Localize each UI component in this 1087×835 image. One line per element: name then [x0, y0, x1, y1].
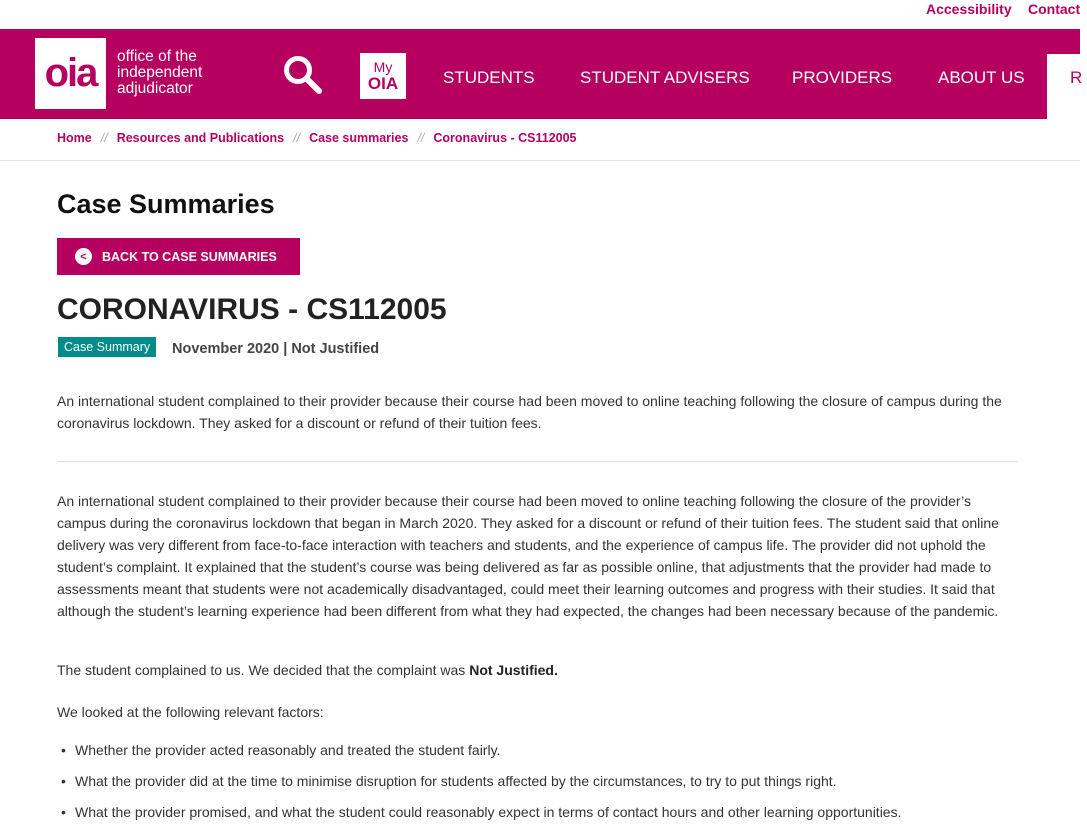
nav-student-advisers[interactable]: STUDENT ADVISERS	[580, 68, 750, 87]
accessibility-link[interactable]: Accessibility	[926, 1, 1012, 17]
oia-logo[interactable]	[35, 38, 106, 109]
nav-students[interactable]: STUDENTS	[443, 68, 535, 87]
list-item: • What the provider did at the time to minimise disruption for students affected by the circumstances, to try to put things right.	[57, 773, 1057, 804]
outcome-verdict: Not Justified.	[469, 662, 558, 678]
breadcrumb-separator: //	[293, 131, 301, 145]
case-body: An international student complained to their provider because their course had been moved to online teaching following the closure of the provider’s campus during the coronavirus lockdown that began in March 2020. They asked for a discount or refund of their tuition fees. The student said that online delivery was very different from face-to-face interaction with teachers and students, and the experience of campus life. The provider did not uphold the student’s complaint. It explained that the student’s course was being delivered as far as possible online, that adjustments that the provider had made to assessments meant that students were not academically disadvantaged, could meet their learning outcomes and progress with their studies. It said that although the student’s learning experience had been different from what they had expected, the changes had been necessary because of the pandemic.	[57, 493, 999, 619]
logo-text-line: independent	[117, 64, 203, 81]
breadcrumb	[57, 131, 577, 145]
nav-providers[interactable]: PROVIDERS	[792, 68, 893, 87]
logo-text-line: adjudicator	[117, 80, 193, 97]
factors-intro: We looked at the following relevant factors:	[57, 704, 324, 720]
site-header	[0, 29, 1083, 119]
outcome-text: The student complained to us. We decided that the complaint was	[57, 662, 470, 678]
section-divider	[57, 461, 1018, 462]
contact-link[interactable]: Contact	[1028, 1, 1081, 17]
search-icon[interactable]	[281, 53, 325, 97]
page-title: Case Summaries	[57, 189, 275, 219]
logo-text[interactable]	[117, 49, 202, 97]
factors-list	[57, 742, 1057, 835]
breadcrumb-resources[interactable]: Resources and Publications	[116, 131, 285, 145]
case-summary-intro: An international student complained to their provider because their course had been moved to online teaching following the closure of campus during the coronavirus lockdown. They asked for a discount or refund of their tuition fees.	[57, 393, 1002, 431]
back-to-case-summaries-button[interactable]	[57, 238, 300, 275]
nav-resources-label: R	[1070, 68, 1083, 87]
back-button-label: BACK TO CASE SUMMARIES	[102, 249, 277, 264]
list-item: • Whether the provider acted reasonably and treated the student fairly.	[57, 742, 1057, 773]
utility-bar	[0, 0, 1080, 29]
breadcrumb-separator: //	[417, 131, 425, 145]
my-oia-button[interactable]	[360, 53, 406, 99]
breadcrumb-separator: //	[100, 131, 108, 145]
case-title: CORONAVIRUS - CS112005	[57, 293, 447, 326]
breadcrumb-current[interactable]: Coronavirus - CS112005	[433, 131, 577, 145]
nav-resources-tab[interactable]	[1047, 54, 1087, 119]
breadcrumb-case-summaries[interactable]: Case summaries	[309, 131, 409, 145]
case-type-badge: Case Summary	[58, 337, 156, 357]
breadcrumb-divider	[0, 160, 1080, 161]
logo-text-line: office of the	[117, 48, 197, 65]
case-meta: November 2020 | Not Justified	[172, 341, 380, 357]
list-item: • What the provider promised, and what the student could reasonably expect in terms of contact hours and other learning opportunities.	[57, 804, 1057, 835]
my-oia-my: My	[373, 59, 393, 75]
logo-mark: oia	[44, 51, 97, 95]
breadcrumb-home[interactable]: Home	[57, 131, 92, 145]
nav-about-us[interactable]: ABOUT US	[938, 68, 1025, 87]
chevron-left-icon: <	[75, 248, 92, 265]
my-oia-oia: OIA	[367, 74, 399, 93]
case-outcome	[57, 662, 558, 678]
